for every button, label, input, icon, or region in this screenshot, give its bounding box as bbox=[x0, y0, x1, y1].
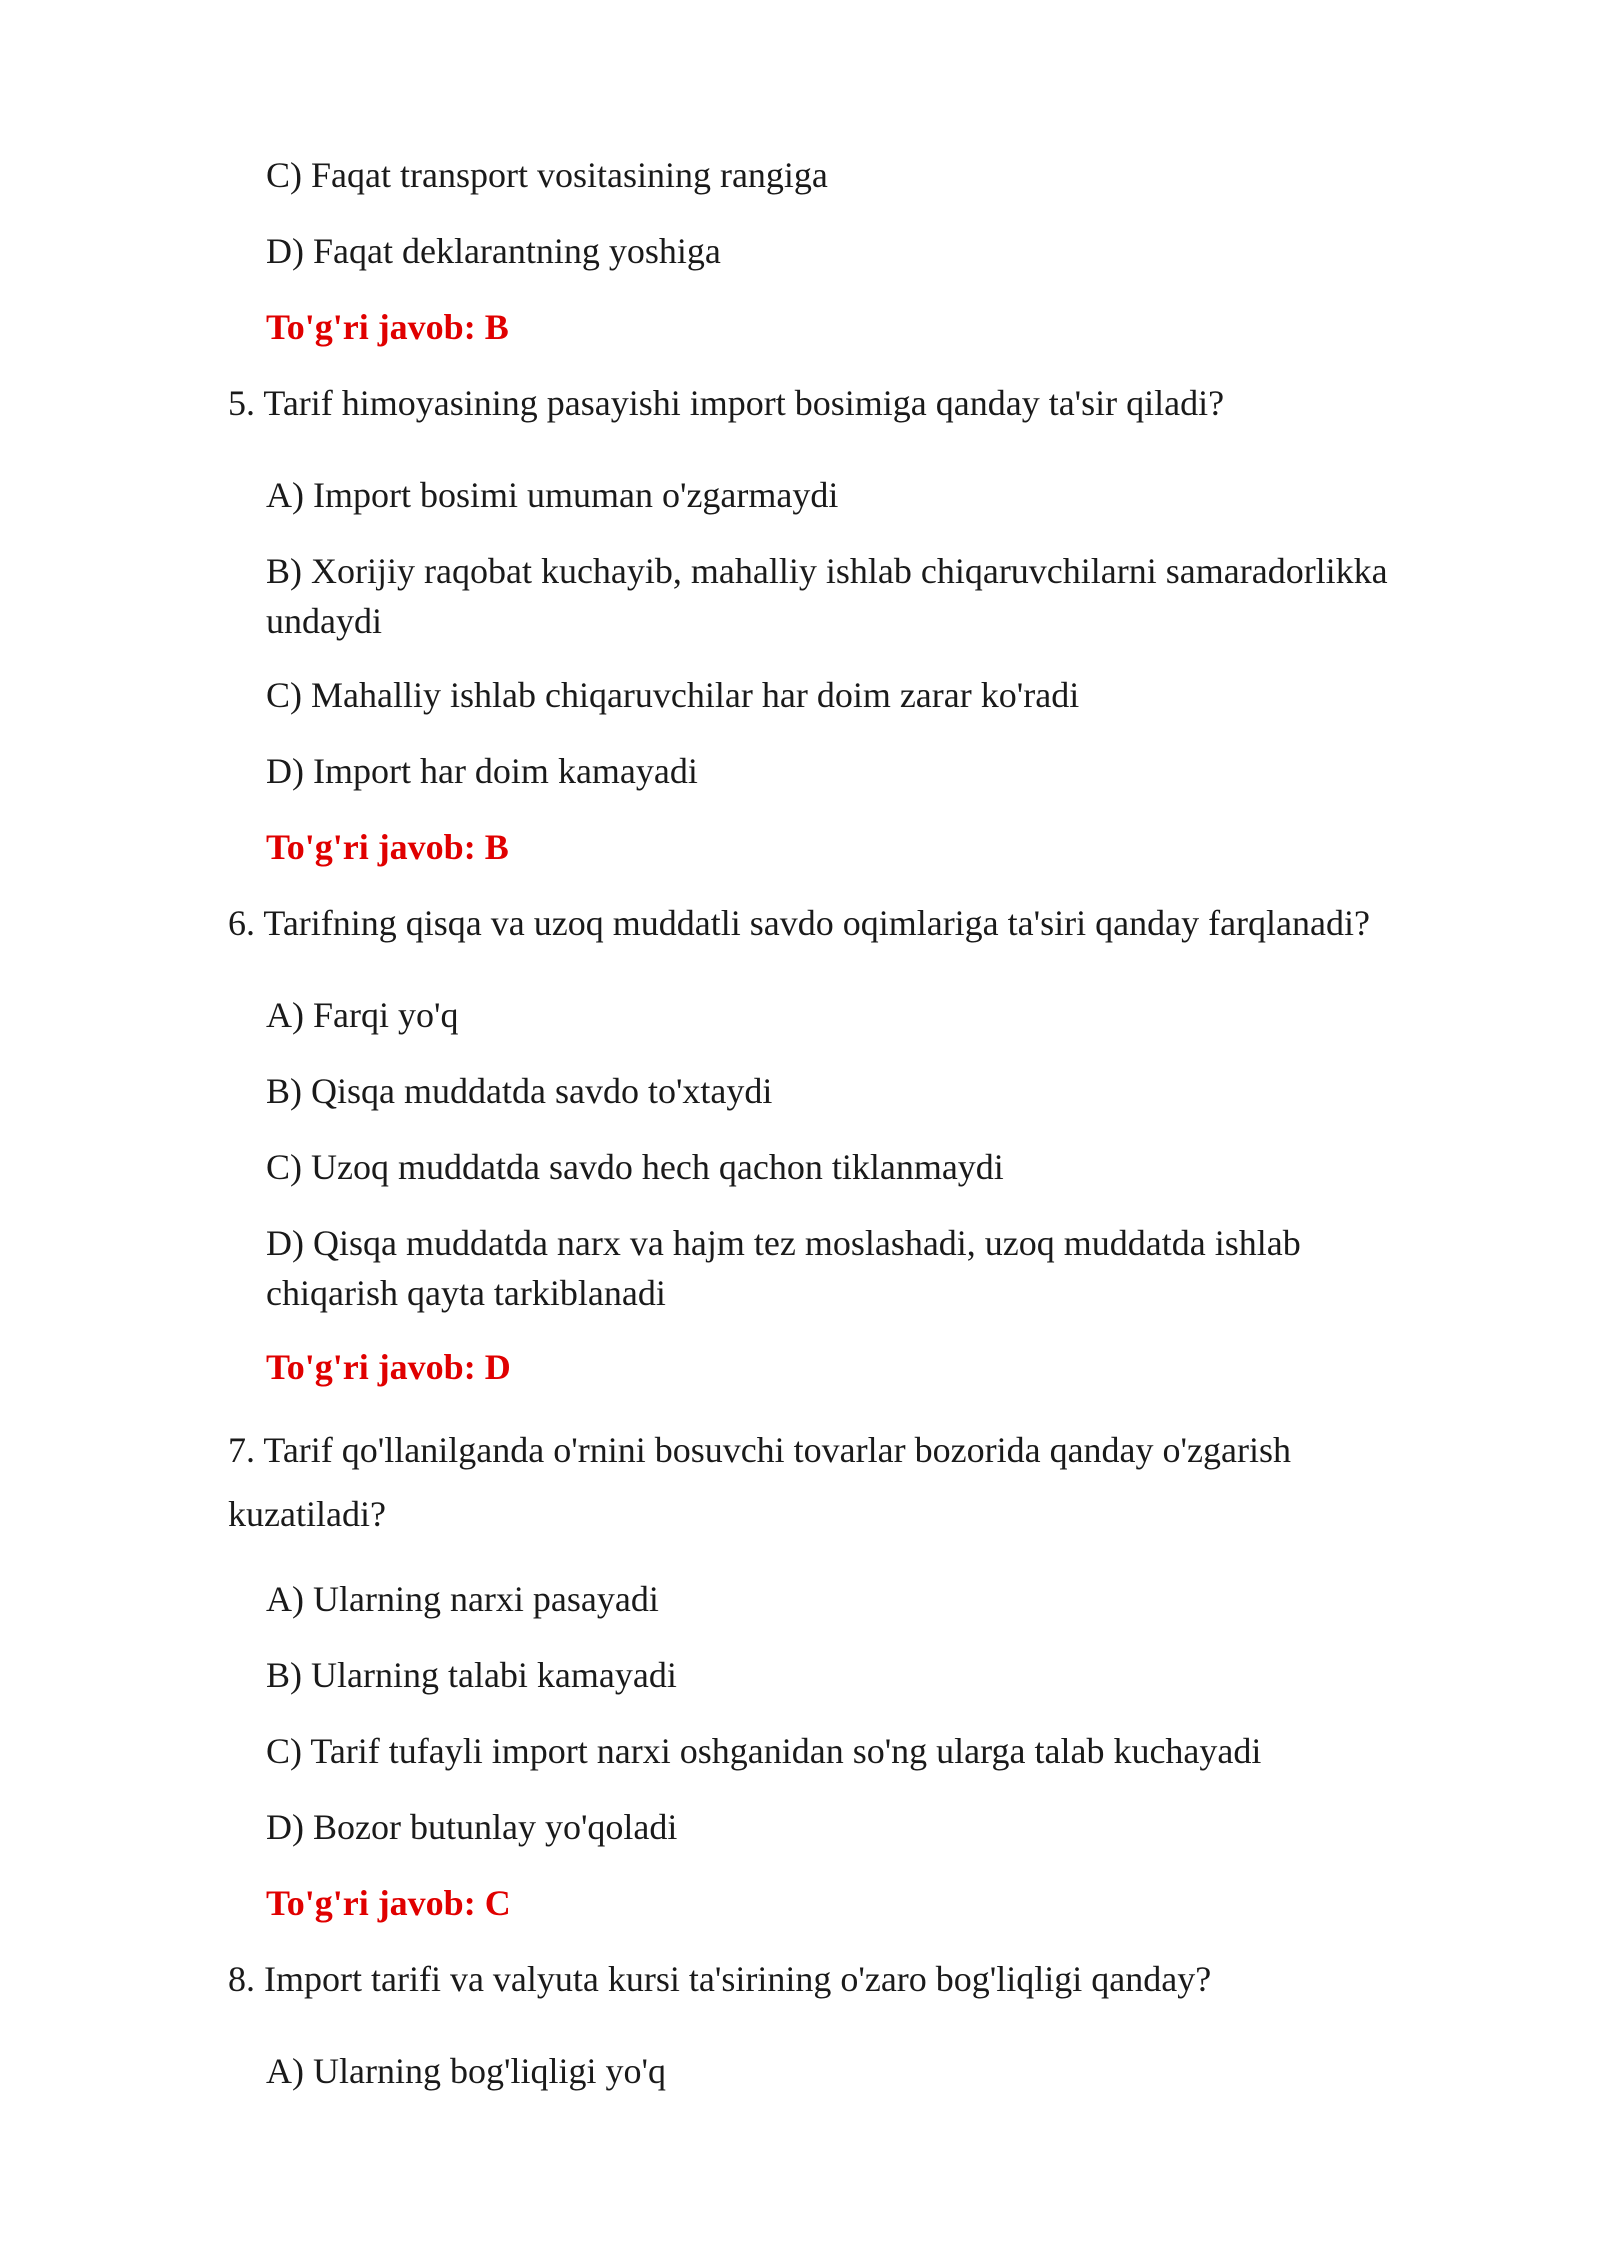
option-b-q6: B) Qisqa muddatda savdo to'xtaydi bbox=[266, 1071, 773, 1111]
option-d-q7: D) Bozor butunlay yo'qoladi bbox=[266, 1807, 678, 1847]
option-c-q6: C) Uzoq muddatda savdo hech qachon tiklanmaydi bbox=[266, 1147, 1004, 1187]
option-c-q4: C) Faqat transport vositasining rangiga bbox=[266, 155, 828, 195]
option-a-q7: A) Ularning narxi pasayadi bbox=[266, 1579, 659, 1619]
correct-answer-q6: To'g'ri javob: D bbox=[266, 1347, 511, 1387]
option-d-q4: D) Faqat deklarantning yoshiga bbox=[266, 231, 721, 271]
option-d-q5: D) Import har doim kamayadi bbox=[266, 751, 698, 791]
correct-answer-q7: To'g'ri javob: C bbox=[266, 1883, 511, 1923]
question-5: 5. Tarif himoyasining pasayishi import bosimiga qanday ta'sir qiladi? bbox=[228, 383, 1225, 423]
question-8: 8. Import tarifi va valyuta kursi ta'sirining o'zaro bog'liqligi qanday? bbox=[228, 1959, 1212, 1999]
option-d-q6: D) Qisqa muddatda narx va hajm tez moslashadi, uzoq muddatda ishlab chiqarish qayta tarkiblanadi bbox=[266, 1223, 1301, 1313]
option-a-q5: A) Import bosimi umuman o'zgarmaydi bbox=[266, 475, 839, 515]
question-7: 7. Tarif qo'llanilganda o'rnini bosuvchi tovarlar bozorida qanday o'zgarish kuzatiladi? bbox=[228, 1430, 1291, 1534]
question-6: 6. Tarifning qisqa va uzoq muddatli savdo oqimlariga ta'siri qanday farqlanadi? bbox=[228, 903, 1370, 943]
correct-answer-q5: To'g'ri javob: B bbox=[266, 827, 509, 867]
correct-answer-q4: To'g'ri javob: B bbox=[266, 307, 509, 347]
option-a-q6: A) Farqi yo'q bbox=[266, 995, 459, 1035]
option-c-q5: C) Mahalliy ishlab chiqaruvchilar har doim zarar ko'radi bbox=[266, 675, 1080, 715]
option-b-q7: B) Ularning talabi kamayadi bbox=[266, 1655, 677, 1695]
option-b-q5: B) Xorijiy raqobat kuchayib, mahalliy ishlab chiqaruvchilarni samaradorlikka undaydi bbox=[266, 551, 1388, 641]
option-c-q7: C) Tarif tufayli import narxi oshganidan so'ng ularga talab kuchayadi bbox=[266, 1731, 1262, 1771]
option-a-q8: A) Ularning bog'liqligi yo'q bbox=[266, 2051, 666, 2091]
